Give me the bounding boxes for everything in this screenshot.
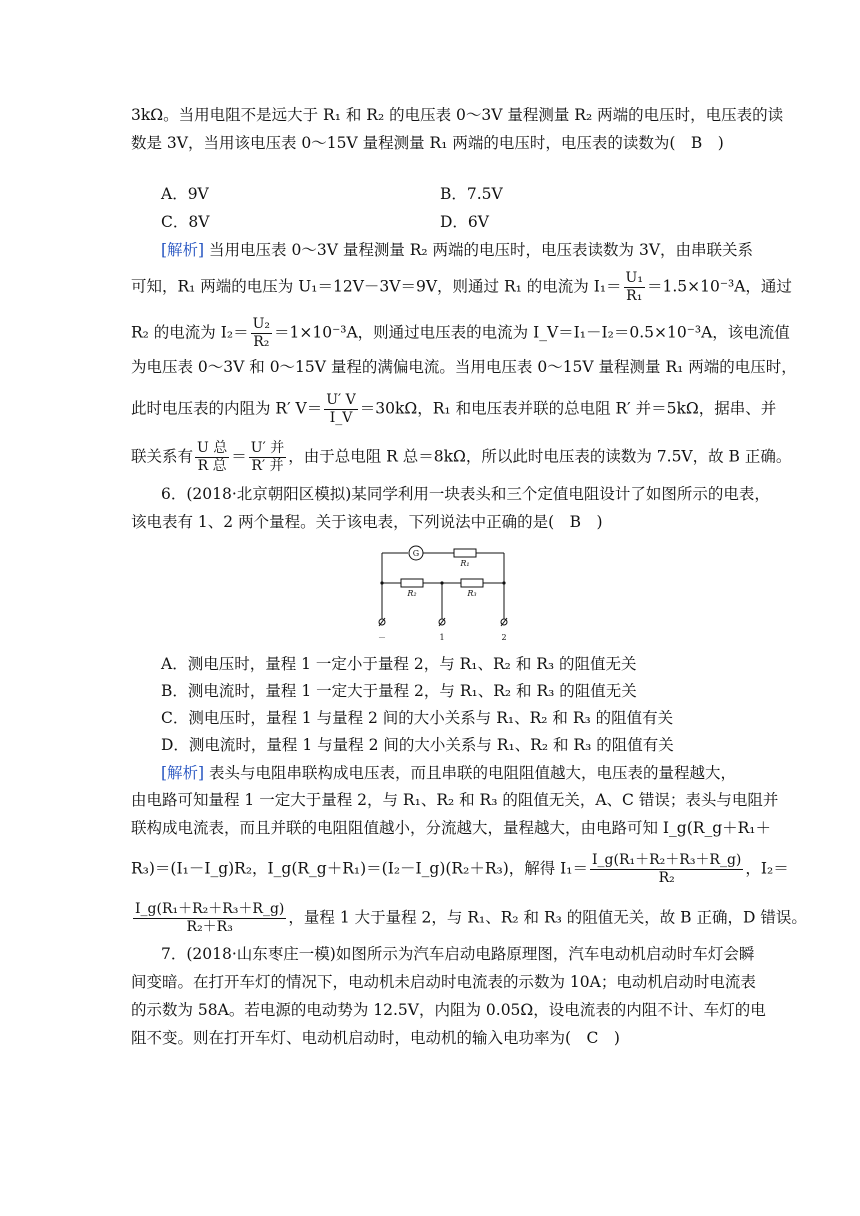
- fraction-numerator: U′ V: [326, 392, 356, 408]
- q5-stem-line-1: 3kΩ。当用电阻不是远大于 R₁ 和 R₂ 的电压表 0～3V 量程测量 R₂ 两端的电压时，电压表的读: [131, 106, 784, 124]
- q6-analysis-line-5: [131, 901, 807, 936]
- fraction-u2-r2: [251, 316, 272, 351]
- fraction-numerator: I_g(R₁＋R₂＋R₃＋R_g): [135, 901, 285, 917]
- q5-analysis-line-4: 为电压表 0～3V 和 0～15V 量程的满偏电流。当用电压表 0～15V 量程测量 R₁ 两端的电压时，: [131, 358, 797, 376]
- q6-option-d: D．测电流时，量程 1 与量程 2 间的大小关系与 R₁、R₂ 和 R₃ 的阻值有关: [161, 736, 674, 754]
- q6-analysis-line-3: 联构成电流表，而且并联的电阻阻值越小，分流越大，量程越大，由电路可知 I_g(R_g＋R₁＋: [131, 819, 771, 837]
- fraction-denominator: R′ 并: [251, 458, 284, 474]
- r1-label: R₁: [460, 559, 470, 568]
- q5-analysis-line-1: [161, 239, 761, 261]
- equals-sign: ＝: [231, 447, 247, 466]
- q5-analysis-text-3b: ＝1×10⁻³A，则通过电压表的电流为 I_V＝I₁－I₂＝0.5×10⁻³A，该电流值: [274, 323, 790, 342]
- q5-analysis-line-6: [131, 440, 792, 475]
- fraction-numerator: U′ 并: [250, 440, 285, 456]
- q5-stem-line-2: 数是 3V，当用该电压表 0～15V 量程测量 R₁ 两端的电压时，电压表的读数为( B ): [131, 134, 724, 152]
- fraction-denominator: R₂＋R₃: [186, 919, 233, 935]
- fraction-i2: [133, 901, 286, 936]
- analysis-tag: [解析]: [161, 241, 205, 259]
- q6-option-c: C．测电压时，量程 1 与量程 2 间的大小关系与 R₁、R₂ 和 R₃ 的阻值有关: [161, 709, 674, 727]
- fraction-i1: [590, 852, 743, 887]
- q5-analysis-line-3: [131, 316, 790, 351]
- terminal-2-label: 2: [501, 633, 507, 642]
- fraction-numerator: U₂: [252, 316, 270, 332]
- q7-stem-line-4: 阻不变。则在打开车灯、电动机启动时，电动机的输入电功率为( C ): [131, 1029, 620, 1047]
- fraction-uv-iv: [324, 392, 358, 427]
- fraction-denominator: R₁: [626, 288, 643, 304]
- q7-stem-line-2: 间变暗。在打开车灯的情况下，电动机未启动时电流表的示数为 10A；电动机启动时电流表: [131, 973, 756, 991]
- q6-analysis-line-1: [161, 762, 761, 784]
- fraction-u-parallel-r-parallel: [249, 440, 286, 475]
- q7-stem-line-1: 7．(2018·山东枣庄一模)如图所示为汽车启动电路原理图，汽车电动机启动时车灯会瞬: [161, 945, 755, 963]
- q5-option-c: C．8V: [161, 213, 210, 231]
- fraction-numerator: I_g(R₁＋R₂＋R₃＋R_g): [592, 852, 742, 868]
- q5-analysis-text-3a: R₂ 的电流为 I₂＝: [131, 323, 249, 342]
- fraction-numerator: U₁: [625, 270, 643, 286]
- q5-analysis-text-5b: ＝30kΩ，R₁ 和电压表并联的总电阻 R′ 并＝5kΩ，据串、并: [359, 399, 777, 418]
- q5-option-a: A．9V: [161, 185, 209, 203]
- q5-analysis-text-2a: 可知，R₁ 两端的电压为 U₁＝12V－3V＝9V，则通过 R₁ 的电流为 I₁＝: [131, 277, 622, 296]
- fraction-denominator: R 总: [197, 458, 227, 474]
- q5-option-b: B．7.5V: [440, 185, 503, 203]
- q5-analysis-text-6a: 联关系有: [131, 447, 194, 466]
- q5-analysis-text-6b: ，由于总电阻 R 总＝8kΩ，所以此时电压表的读数为 7.5V，故 B 正确。: [288, 447, 792, 466]
- q5-option-d: D．6V: [440, 213, 489, 231]
- fraction-denominator: I_V: [329, 410, 353, 426]
- fraction-denominator: R₂: [658, 870, 675, 886]
- q5-analysis-text-1: 当用电压表 0～3V 量程测量 R₂ 两端的电压时，电压表读数为 3V，由串联关系: [209, 241, 754, 259]
- q6-analysis-text-5b: ，量程 1 大于量程 2，与 R₁、R₂ 和 R₃ 的阻值无关，故 B 正确，D 错误。: [288, 908, 807, 927]
- terminal-1-label: 1: [439, 633, 445, 642]
- r3-label: R₃: [467, 589, 477, 598]
- q6-stem-line-2: 该电表有 1、2 两个量程。关于该电表，下列说法中正确的是( B ): [131, 513, 603, 531]
- q5-analysis-text-2b: ＝1.5×10⁻³A，通过: [646, 277, 792, 296]
- fraction-u-total-r-total: [195, 440, 229, 475]
- q6-stem-line-1: 6．(2018·北京朝阳区模拟)某同学利用一块表头和三个定值电阻设计了如图所示的电表，: [161, 485, 770, 503]
- q6-option-b: B．测电流时，量程 1 一定大于量程 2，与 R₁、R₂ 和 R₃ 的阻值无关: [161, 682, 637, 700]
- fraction-numerator: U 总: [197, 440, 228, 456]
- q5-analysis-line-5: [131, 392, 777, 427]
- q7-stem-line-3: 的示数为 58A。若电源的电动势为 12.5V，内阻为 0.05Ω，设电流表的内阻不计、车灯的电: [131, 1001, 766, 1019]
- q6-analysis-line-2: 由电路可知量程 1 一定大于量程 2，与 R₁、R₂ 和 R₃ 的阻值无关，A、C 错误；表头与电阻并: [131, 791, 779, 809]
- q5-analysis-line-2: [131, 270, 792, 305]
- analysis-tag: [解析]: [161, 764, 205, 782]
- q5-analysis-text-5a: 此时电压表的内阻为 R′ V＝: [131, 399, 323, 418]
- q6-option-a: A．测电压时，量程 1 一定小于量程 2，与 R₁、R₂ 和 R₃ 的阻值无关: [161, 655, 637, 673]
- r2-label: R₂: [407, 589, 417, 598]
- fraction-u1-r1: [624, 270, 645, 305]
- q6-analysis-text-4a: R₃)＝(I₁－I_g)R₂，I_g(R_g＋R₁)＝(I₂－I_g)(R₂＋R₃)，解得 I₁＝: [131, 859, 589, 878]
- meter-circuit-diagram: [372, 541, 522, 643]
- fraction-denominator: R₂: [253, 334, 270, 350]
- q6-analysis-text-1: 表头与电阻串联构成电压表，而且串联的电阻阻值越大，电压表的量程越大，: [209, 764, 737, 782]
- q6-analysis-line-4: [131, 852, 789, 887]
- q6-analysis-text-4b: ，I₂＝: [745, 859, 789, 878]
- galvanometer-label: G: [412, 549, 420, 558]
- terminal-minus-label: －: [378, 633, 386, 642]
